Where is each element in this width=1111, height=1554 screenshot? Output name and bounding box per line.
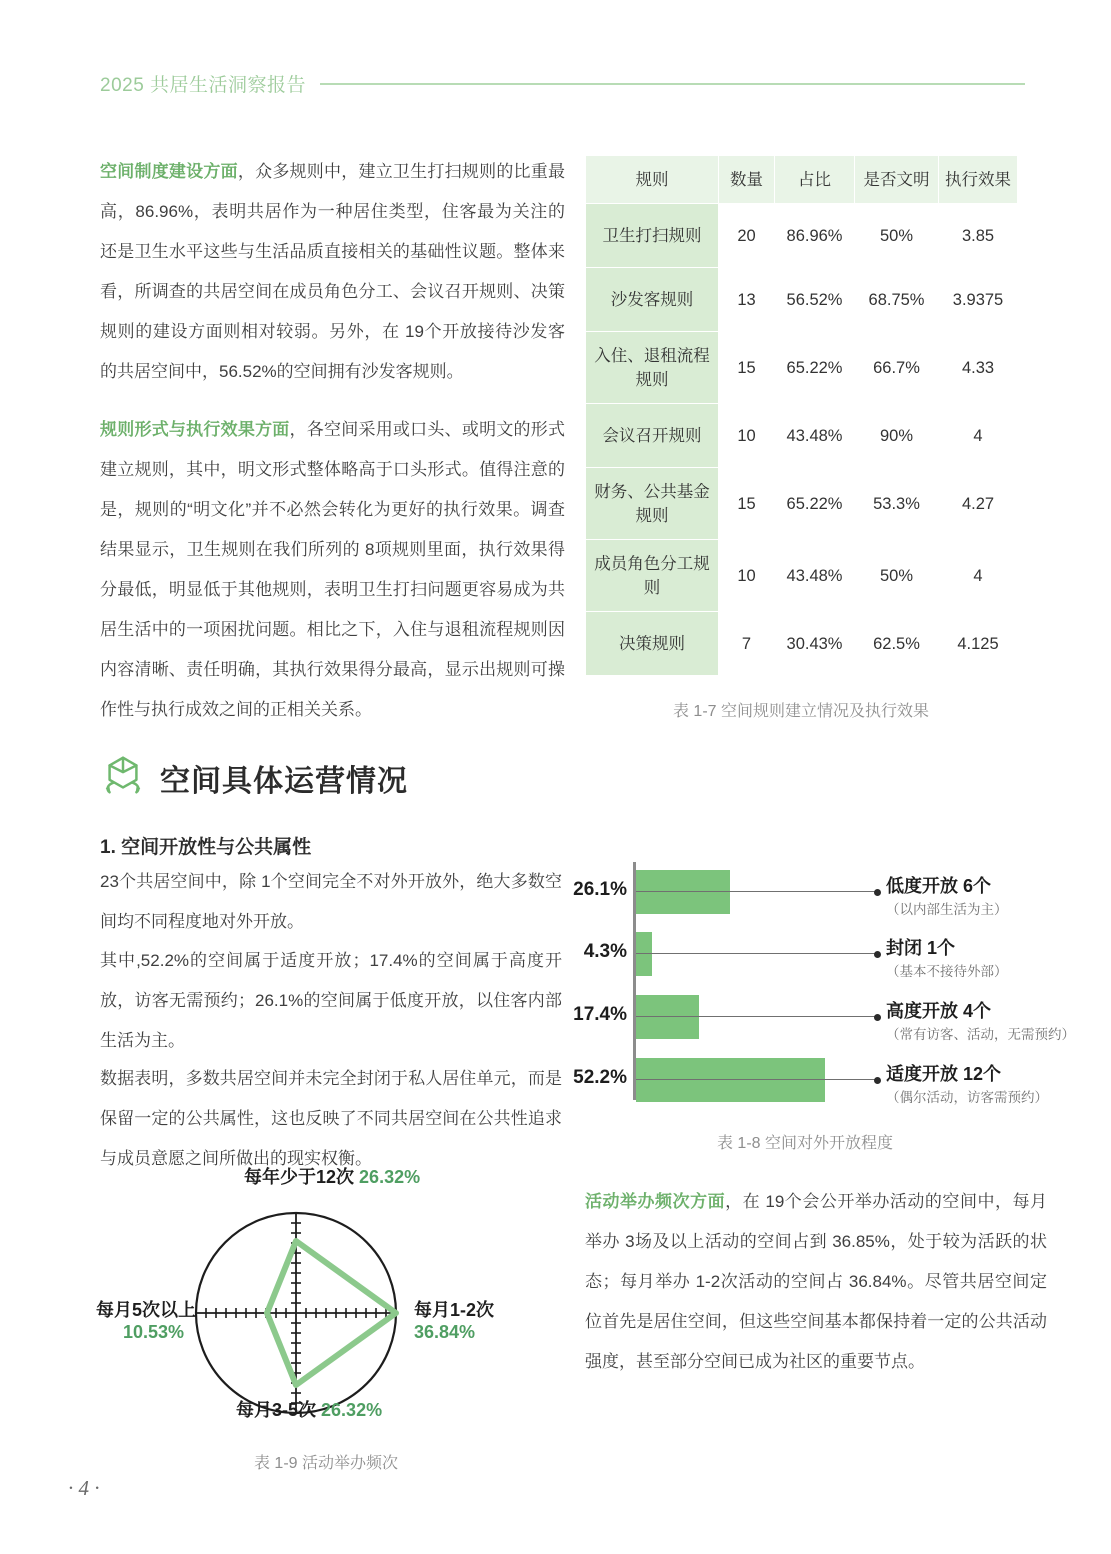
table-row [586, 540, 1018, 612]
bar-category-note: （以内部生活为主） [886, 902, 1008, 917]
cell-rule: 会议召开规则 [586, 404, 719, 468]
cell-rule: 卫生打扫规则 [586, 204, 719, 268]
paragraph-4: 其中,52.2%的空间属于适度开放；17.4%的空间属于高度开放，访客无需预约；26.1%的空间属于低度开放，以住客内部生活为主。 [100, 951, 562, 1050]
radar-label-top: 每年少于12次 26.32% [244, 1167, 421, 1187]
subsection-title: 1. 空间开放性与公共属性 [100, 837, 312, 858]
cell-count: 20 [719, 204, 775, 268]
cell-effect: 4 [939, 540, 1018, 612]
cell-written: 62.5% [855, 612, 939, 676]
bar-category-label: 封闭 1个 [886, 938, 956, 958]
bar-leader-line [636, 953, 876, 954]
paragraph-6-lead: 活动举办频次方面 [585, 1192, 726, 1211]
section-heading [100, 752, 408, 803]
cell-share: 65.22% [775, 332, 855, 404]
paragraph-openness-3 [100, 1059, 562, 1179]
cell-rule: 决策规则 [586, 612, 719, 676]
bar-leader-line [636, 1016, 876, 1017]
radar-label-left: 每月5次以上 10.53% [96, 1300, 197, 1342]
bar-shape [636, 1058, 825, 1102]
table-header-row [586, 156, 1018, 204]
radar-label-right: 每月1-2次 36.84% [414, 1300, 495, 1342]
paragraph-rule-form [100, 410, 565, 730]
paragraph-openness-1 [100, 862, 562, 942]
cell-rule: 入住、退租流程规则 [586, 332, 719, 404]
cell-written: 50% [855, 540, 939, 612]
cell-share: 30.43% [775, 612, 855, 676]
paragraph-space-system [100, 152, 565, 392]
chart-1-9-activity-frequency [96, 1168, 556, 1423]
paragraph-1 [100, 152, 565, 392]
bar-shape [636, 932, 652, 976]
page-header [100, 70, 1025, 97]
bar-category-note: （常有访客、活动，无需预约） [886, 1027, 1075, 1042]
chart-1-8-caption: 表 1-8 空间对外开放程度 [716, 1135, 894, 1152]
paragraph-1-lead: 空间制度建设方面 [100, 162, 238, 181]
bar-category-note: （偶尔活动，访客需预约） [886, 1090, 1048, 1105]
cell-effect: 4.125 [939, 612, 1018, 676]
bar-leader-dot [874, 951, 881, 958]
cell-share: 65.22% [775, 468, 855, 540]
cell-written: 53.3% [855, 468, 939, 540]
bar-leader-line [636, 1079, 876, 1080]
cell-rule: 财务、公共基金规则 [586, 468, 719, 540]
paragraph-5: 数据表明，多数共居空间并未完全封闭于私人居住单元，而是保留一定的公共属性，这也反映了不同共居空间在公共性追求与成员意愿之间所做出的现实权衡。 [100, 1069, 562, 1168]
bar-category-note: （基本不接待外部） [886, 964, 1008, 979]
cell-effect: 3.85 [939, 204, 1018, 268]
paragraph-2-lead: 规则形式与执行效果方面 [100, 420, 290, 439]
paragraph-6 [585, 1182, 1047, 1382]
table-row [586, 612, 1018, 676]
col-header-written: 是否文明 [855, 156, 939, 204]
cell-share: 43.48% [775, 540, 855, 612]
cell-count: 7 [719, 612, 775, 676]
table-row [586, 404, 1018, 468]
cell-rule: 成员角色分工规则 [586, 540, 719, 612]
bar-leader-dot [874, 1077, 881, 1084]
bar-leader-line [636, 891, 876, 892]
cell-count: 13 [719, 268, 775, 332]
col-header-effect: 执行效果 [939, 156, 1018, 204]
cell-effect: 4.33 [939, 332, 1018, 404]
paragraph-2-body: ，各空间采用或口头、或明文的形式建立规则，其中，明文形式整体略高于口头形式。值得注意的是，规则的“明文化”并不必然会转化为更好的执行效果。调查结果显示，卫生规则在我们所列的 8项规则里面，执行效果得分最低，明显低于其他规则，表明卫生打扫问题更容易成为共居生活中的一项困扰问题。相比之下，入住与退租流程规则因内容清晰、责任明确，其执行效果得分最高，显示出规则可操作性与执行成效之间的正相关关系。 [100, 420, 566, 719]
cell-share: 86.96% [775, 204, 855, 268]
paragraph-2 [100, 410, 565, 730]
cell-count: 15 [719, 468, 775, 540]
table-1-7-wrapper [585, 155, 1017, 721]
table-row [586, 268, 1018, 332]
section-title: 空间具体运营情况 [160, 764, 408, 798]
bar-category-label: 低度开放 6个 [886, 876, 992, 896]
paragraph-openness-2 [100, 941, 562, 1061]
col-header-share: 占比 [775, 156, 855, 204]
bar-category-label: 高度开放 4个 [886, 1001, 992, 1021]
cell-share: 43.48% [775, 404, 855, 468]
cube-recycle-icon [100, 752, 146, 803]
bar-leader-dot [874, 1014, 881, 1021]
radar-label-bottom: 每月3-5次 26.32% [236, 1400, 383, 1420]
cell-written: 68.75% [855, 268, 939, 332]
table-1-7-caption: 表 1-7 空间规则建立情况及执行效果 [672, 703, 930, 720]
header-title: 2025 共居生活洞察报告 [100, 75, 307, 96]
cell-written: 50% [855, 204, 939, 268]
header-divider [320, 83, 1025, 85]
cell-written: 66.7% [855, 332, 939, 404]
cell-effect: 3.9375 [939, 268, 1018, 332]
cell-count: 10 [719, 404, 775, 468]
table-row [586, 468, 1018, 540]
bar-leader-dot [874, 889, 881, 896]
col-header-count: 数量 [719, 156, 775, 204]
paragraph-3: 23个共居空间中，除 1个空间完全不对外开放外，绝大多数空间均不同程度地对外开放。 [100, 872, 562, 931]
bar-shape [636, 995, 699, 1039]
cell-effect: 4 [939, 404, 1018, 468]
col-header-rule: 规则 [586, 156, 719, 204]
cell-share: 56.52% [775, 268, 855, 332]
cell-count: 10 [719, 540, 775, 612]
page-number: · 4 · [68, 1476, 100, 1500]
table-row [586, 204, 1018, 268]
cell-effect: 4.27 [939, 468, 1018, 540]
paragraph-6-body: ，在 19个会公开举办活动的空间中，每月举办 3场及以上活动的空间占到 36.85%，处于较为活跃的状态；每月举办 1-2次活动的空间占 36.84%。尽管共居空间定位首先是居住空间，但这些空间基本都保持着一定的公共活动强度，甚至部分空间已成为社区的重要节点。 [585, 1192, 1048, 1371]
chart-1-9-caption: 表 1-9 活动举办频次 [253, 1455, 399, 1472]
cell-count: 15 [719, 332, 775, 404]
paragraph-activity-frequency [585, 1182, 1047, 1382]
table-row [586, 332, 1018, 404]
bar-category-label: 适度开放 12个 [886, 1064, 1002, 1084]
chart-1-8-open-degree: 26.1% 低度开放 6个 （以内部生活为主） 4.3% 封闭 1个 （基本不接待外部） 17.4% 高度开放 4个 （常有访客、活动，无需预约） 52.2% 适度开放 12个 （偶尔活动，访客需预约） [560, 862, 1025, 1100]
bar-shape [636, 870, 730, 914]
cell-rule: 沙发客规则 [586, 268, 719, 332]
paragraph-1-body: ，众多规则中，建立卫生打扫规则的比重最高，86.96%，表明共居作为一种居住类型，住客最为关注的还是卫生水平这些与生活品质直接相关的基础性议题。整体来看，所调查的共居空间在成员角色分工、会议召开规则、决策规则的建设方面则相对较弱。另外，在 19个开放接待沙发客的共居空间中，56.52%的空间拥有沙发客规则。 [100, 162, 566, 381]
cell-written: 90% [855, 404, 939, 468]
rules-table [585, 155, 1018, 676]
